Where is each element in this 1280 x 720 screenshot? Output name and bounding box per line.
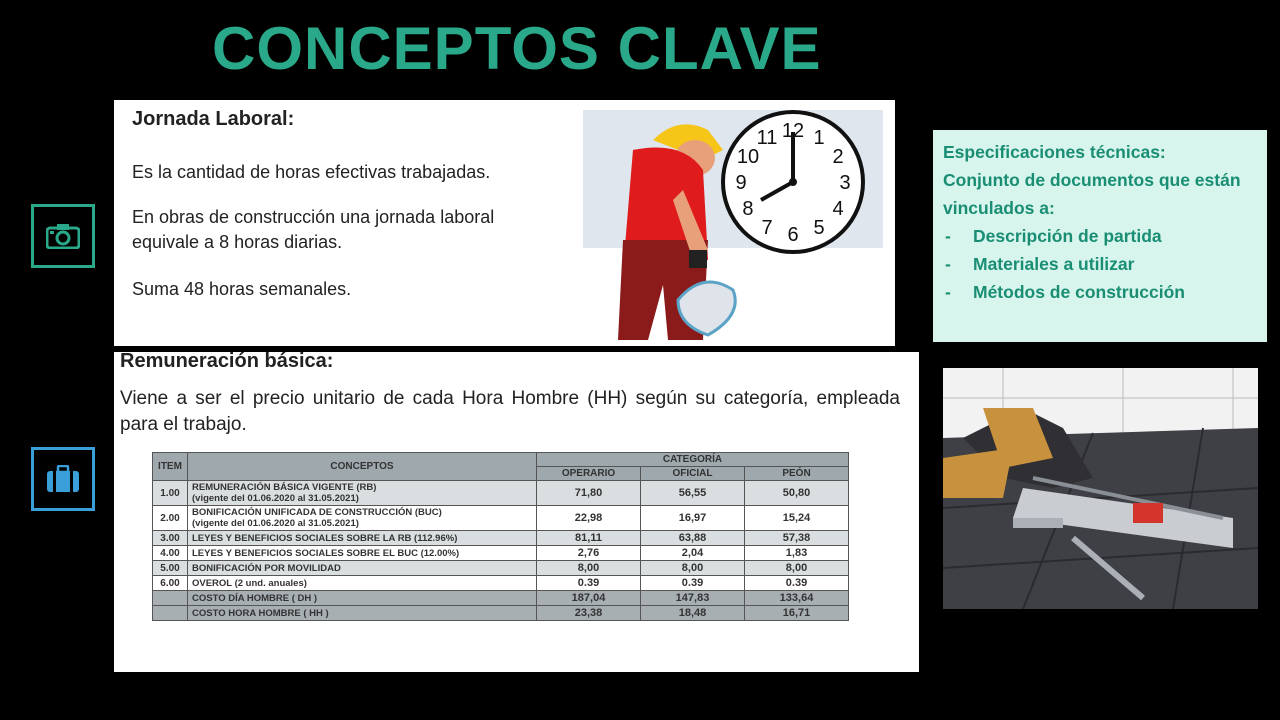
row-item: 3.00: [153, 531, 188, 546]
remuneracion-panel: [114, 352, 919, 672]
costo-hora-peon: 16,71: [745, 606, 849, 621]
row-oficial: 16,97: [641, 506, 745, 531]
camera-button[interactable]: [31, 204, 95, 268]
header-conceptos: CONCEPTOS: [188, 453, 537, 481]
remuneracion-text: Viene a ser el precio unitario de cada Hora Hombre (HH) según su categoría, empleada para el trabajo.: [120, 388, 900, 435]
costo-dia-peon: 133,64: [745, 591, 849, 606]
row-item: [153, 606, 188, 621]
table-row: [153, 481, 849, 506]
row-concept: LEYES Y BENEFICIOS SOCIALES SOBRE EL BUC (12.00%): [188, 546, 537, 561]
clock-number: 8: [742, 198, 754, 220]
row-oficial: 2,04: [641, 546, 745, 561]
spec-description: Conjunto de documentos que están vinculados a:: [943, 170, 1241, 218]
row-peon: 57,38: [745, 531, 849, 546]
header-oficial: OFICIAL: [641, 467, 745, 481]
costo-hora-row: [153, 606, 849, 621]
clock-number: 1: [813, 126, 825, 149]
table-row: [153, 531, 849, 546]
row-peon: 8,00: [745, 561, 849, 576]
row-concept: [188, 481, 537, 506]
concept-main: BONIFICACIÓN UNIFICADA DE CONSTRUCCIÓN (BUC): [192, 507, 442, 518]
jornada-p1: Es la cantidad de horas efectivas trabajadas.: [132, 162, 491, 182]
row-concept: OVEROL (2 und. anuales): [188, 576, 537, 591]
header-categoria: CATEGORÍA: [537, 453, 849, 467]
spec-list: [943, 222, 1257, 306]
clock-number: 2: [832, 146, 844, 168]
row-peon: 0.39: [745, 576, 849, 591]
spec-item: - Métodos de construcción: [943, 278, 1257, 306]
clock-number: 6: [787, 224, 799, 246]
especificaciones-box: [933, 130, 1267, 342]
row-item: 4.00: [153, 546, 188, 561]
table-row: [153, 546, 849, 561]
row-oficial: 63,88: [641, 531, 745, 546]
concept-main: REMUNERACIÓN BÁSICA VIGENTE (RB): [192, 482, 377, 493]
row-oficial: 56,55: [641, 481, 745, 506]
table-row: [153, 561, 849, 576]
row-oficial: 0.39: [641, 576, 745, 591]
concept-sub: (vigente del 01.06.2020 al 31.05.2021): [192, 493, 359, 504]
table-row: [153, 506, 849, 531]
row-concept: LEYES Y BENEFICIOS SOCIALES SOBRE LA RB (112.96%): [188, 531, 537, 546]
row-operario: 0.39: [537, 576, 641, 591]
camera-icon: [46, 223, 80, 249]
clock-number: 9: [735, 172, 747, 194]
row-operario: 2,76: [537, 546, 641, 561]
row-operario: 8,00: [537, 561, 641, 576]
worker-clock-illustration: [583, 110, 883, 340]
jornada-heading: Jornada Laboral:: [132, 108, 295, 130]
briefcase-icon: [46, 465, 80, 493]
tile-cutting-photo: [943, 368, 1258, 609]
row-peon: 50,80: [745, 481, 849, 506]
clock-number: 10: [736, 146, 760, 168]
row-item: 1.00: [153, 481, 188, 506]
costo-dia-operario: 187,04: [537, 591, 641, 606]
spec-title: Especificaciones técnicas:: [943, 142, 1166, 162]
row-item: 6.00: [153, 576, 188, 591]
remuneracion-table: [152, 452, 849, 621]
row-operario: 71,80: [537, 481, 641, 506]
spec-item: - Materiales a utilizar: [943, 250, 1257, 278]
costo-dia-row: [153, 591, 849, 606]
briefcase-button[interactable]: [31, 447, 95, 511]
costo-dia-oficial: 147,83: [641, 591, 745, 606]
jornada-p2: En obras de construcción una jornada laboral equivale a 8 horas diarias.: [132, 207, 495, 252]
row-concept: [188, 506, 537, 531]
row-oficial: 8,00: [641, 561, 745, 576]
clock-number: 4: [832, 198, 844, 220]
clock-number: 3: [839, 172, 851, 194]
row-concept: BONIFICACIÓN POR MOVILIDAD: [188, 561, 537, 576]
row-operario: 22,98: [537, 506, 641, 531]
clock-number: 11: [756, 126, 778, 149]
clock-number: 12: [781, 120, 805, 142]
clock-number: 5: [813, 217, 825, 240]
costo-dia-label: COSTO DÍA HOMBRE ( DH ): [188, 591, 537, 606]
row-item: 5.00: [153, 561, 188, 576]
row-peon: 15,24: [745, 506, 849, 531]
header-item: ITEM: [153, 453, 188, 481]
jornada-p3: Suma 48 horas semanales.: [132, 279, 352, 299]
page-title: CONCEPTOS CLAVE: [212, 15, 822, 82]
header-peon: PEÓN: [745, 467, 849, 481]
clock-number: 7: [761, 217, 773, 240]
row-operario: 81,11: [537, 531, 641, 546]
row-item: 2.00: [153, 506, 188, 531]
costo-hora-oficial: 18,48: [641, 606, 745, 621]
header-operario: OPERARIO: [537, 467, 641, 481]
spec-item: - Descripción de partida: [943, 222, 1257, 250]
costo-hora-operario: 23,38: [537, 606, 641, 621]
remuneracion-heading: Remuneración básica:: [120, 350, 334, 372]
jornada-panel: [114, 100, 895, 346]
table-row: [153, 576, 849, 591]
concept-sub: (vigente del 01.06.2020 al 31.05.2021): [192, 518, 359, 529]
costo-hora-label: COSTO HORA HOMBRE ( HH ): [188, 606, 537, 621]
row-item: [153, 591, 188, 606]
row-peon: 1,83: [745, 546, 849, 561]
